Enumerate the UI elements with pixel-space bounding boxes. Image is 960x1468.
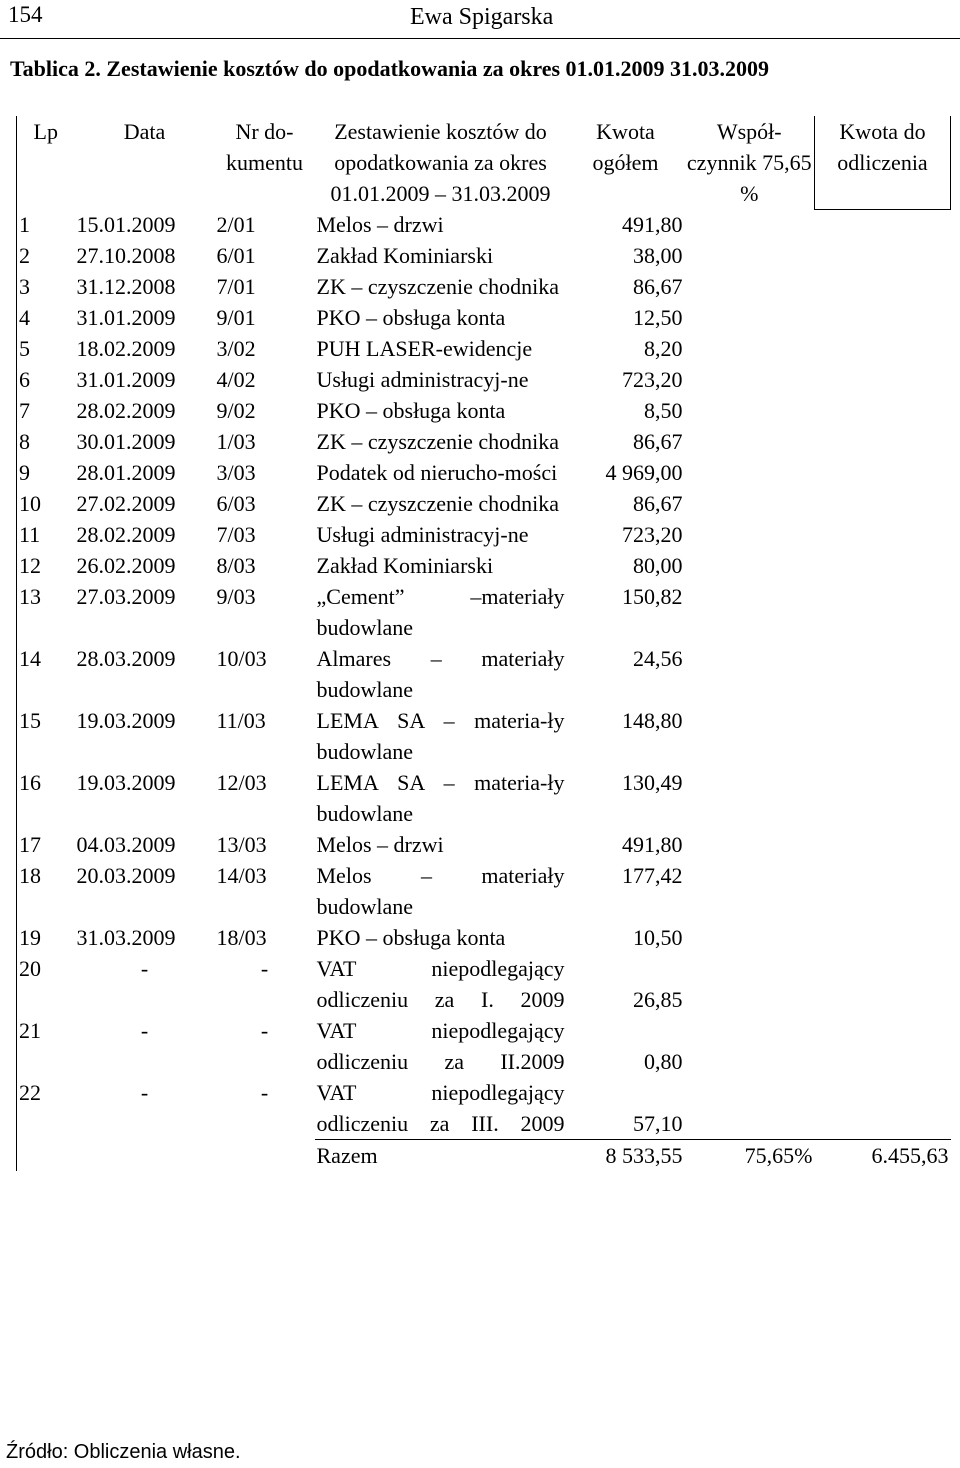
cell-deductible-empty [815,395,951,426]
cell-date: - [140,1080,149,1105]
col-header-doc-no: Nr do-kumentu [226,119,303,175]
cell-date: 27.10.2008 [76,243,176,268]
cell-doc-no: 7/03 [216,522,256,547]
cell-doc-no: 11/03 [216,708,266,733]
cell-date: 27.03.2009 [76,584,176,609]
cell-coef-empty [685,209,815,240]
table-row [17,1077,951,1140]
table-row [17,1015,951,1077]
cell-lp: 4 [17,302,75,333]
cell-lp: 14 [17,643,75,705]
cell-lp: 11 [17,519,75,550]
cell-coef-empty [685,550,815,581]
cell-doc-no: 10/03 [216,646,267,671]
table-row [17,550,951,581]
cell-lp: 7 [17,395,75,426]
col-header-deductible: Kwota do odliczenia [815,116,951,209]
cell-amount: 10,50 [633,925,683,950]
table-row [17,395,951,426]
col-header-lp: Lp [17,116,75,209]
cell-coef-empty [685,1077,815,1140]
table-row [17,767,951,829]
cell-doc-no: 8/03 [216,553,256,578]
cell-date: - [140,956,149,981]
cell-lp: 12 [17,550,75,581]
cell-doc-no: - [260,1080,269,1105]
cell-description: ZK – czyszczenie chodnika [316,429,559,454]
table-row [17,829,951,860]
cell-amount: 80,00 [633,553,683,578]
source-note: Źródło: Obliczenia własne. [6,1441,241,1463]
cell-coef-empty [685,488,815,519]
cell-amount: 491,80 [622,212,683,237]
cell-amount: 148,80 [622,708,683,733]
cell-description: „Cement” –materiały budowlane [316,584,565,640]
cell-deductible-empty [815,1015,951,1077]
cell-deductible-empty [815,457,951,488]
cell-deductible-empty [815,922,951,953]
table-row [17,333,951,364]
cell-lp: 15 [17,705,75,767]
cell-amount: 150,82 [622,584,683,609]
cell-deductible-empty [815,302,951,333]
cell-amount: 130,49 [622,770,683,795]
cell-deductible-empty [815,550,951,581]
cell-doc-no: 6/03 [216,491,256,516]
cell-lp: 19 [17,922,75,953]
cell-doc-no: 13/03 [216,832,267,857]
cell-description: PKO – obsługa konta [316,305,506,330]
table-row [17,364,951,395]
cell-lp: 5 [17,333,75,364]
cell-description: Melos – drzwi [316,832,444,857]
cell-lp: 18 [17,860,75,922]
cell-amount: 723,20 [622,522,683,547]
cell-deductible-empty [815,705,951,767]
cell-coef-empty [685,922,815,953]
cell-description: Melos – drzwi [316,212,444,237]
cell-doc-no: 9/01 [216,305,256,330]
cell-description: VAT niepodlegający odliczeniu za III. 2009 [316,1080,565,1136]
cell-description: PKO – obsługa konta [316,925,506,950]
cell-amount: 8,20 [644,336,683,361]
total-coefficient: 75,65% [685,1140,815,1172]
cell-date: 28.02.2009 [76,398,176,423]
cell-amount: 24,56 [633,646,683,671]
cell-date: 20.03.2009 [76,863,176,888]
cell-deductible-empty [815,1077,951,1140]
cell-description: VAT niepodlegający odliczeniu za I. 2009 [316,956,565,1012]
cell-description: LEMA SA – materia-ły budowlane [316,708,565,764]
col-header-amount: Kwota ogółem [592,119,659,175]
cell-doc-no: 12/03 [216,770,267,795]
cell-date: 28.03.2009 [76,646,176,671]
cell-description: Almares – materiały budowlane [316,646,565,702]
cell-coef-empty [685,302,815,333]
cell-deductible-empty [815,829,951,860]
cell-deductible-empty [815,488,951,519]
cell-coef-empty [685,426,815,457]
cell-lp: 2 [17,240,75,271]
cell-date: 31.12.2008 [76,274,176,299]
cell-doc-no: - [260,956,269,981]
cell-date: 30.01.2009 [76,429,176,454]
cell-deductible-empty [815,767,951,829]
cell-coef-empty [685,519,815,550]
cell-description: Melos – materiały budowlane [316,863,565,919]
cell-doc-no: 9/03 [216,584,256,609]
cell-coef-empty [685,581,815,643]
cell-description: Zakład Kominiarski [316,553,494,578]
cell-deductible-empty [815,240,951,271]
cell-deductible-empty [815,426,951,457]
cell-lp: 22 [17,1077,75,1140]
cell-amount: 4 969,00 [605,460,683,485]
cell-coef-empty [685,1015,815,1077]
cell-description: Zakład Kominiarski [316,243,494,268]
cell-lp: 13 [17,581,75,643]
cell-doc-no: 9/02 [216,398,256,423]
table-caption: Tablica 2. Zestawienie kosztów do opodatkowania za okres 01.01.2009 31.03.2009 [10,56,770,81]
cell-amount: 86,67 [633,491,683,516]
cell-doc-no: 6/01 [216,243,256,268]
table-row [17,953,951,1015]
cell-doc-no: 3/02 [216,336,256,361]
cell-lp: 9 [17,457,75,488]
cell-date: 27.02.2009 [76,491,176,516]
cell-doc-no: 1/03 [216,429,256,454]
cell-deductible-empty [815,643,951,705]
cell-amount: 491,80 [622,832,683,857]
total-row [17,1140,951,1172]
cell-date: - [140,1018,149,1043]
cell-doc-no: - [260,1018,269,1043]
cell-coef-empty [685,395,815,426]
table-row [17,581,951,643]
cell-amount: 177,42 [622,863,683,888]
cell-amount: 8,50 [644,398,683,423]
cell-coef-empty [685,643,815,705]
cell-deductible-empty [815,519,951,550]
costs-table [16,116,951,1171]
table-row [17,488,951,519]
cell-amount: 26,85 [633,987,683,1012]
table-row [17,457,951,488]
header-rule [0,38,960,39]
cell-coef-empty [685,333,815,364]
cell-coef-empty [685,953,815,1015]
cell-date: 31.01.2009 [76,305,176,330]
cell-date: 28.01.2009 [76,460,176,485]
cell-lp: 10 [17,488,75,519]
cell-doc-no: 18/03 [216,925,267,950]
cell-doc-no: 3/03 [216,460,256,485]
total-deductible: 6.455,63 [815,1140,951,1172]
table-row [17,426,951,457]
cell-deductible-empty [815,860,951,922]
cell-description: LEMA SA – materia-ły budowlane [316,770,565,826]
table-header-row [17,116,951,209]
table-row [17,643,951,705]
cell-date: 31.03.2009 [76,925,176,950]
cell-description: PKO – obsługa konta [316,398,506,423]
cell-deductible-empty [815,271,951,302]
page-number: 154 [8,2,43,27]
cell-amount: 86,67 [633,429,683,454]
col-header-date: Data [123,119,166,144]
cell-lp: 1 [17,209,75,240]
cell-description: Podatek od nierucho-mości [316,460,558,485]
cell-date: 18.02.2009 [76,336,176,361]
table-row [17,209,951,240]
cell-doc-no: 4/02 [216,367,256,392]
cell-lp: 20 [17,953,75,1015]
cell-date: 28.02.2009 [76,522,176,547]
cell-lp: 21 [17,1015,75,1077]
cell-date: 04.03.2009 [76,832,176,857]
running-head-author: Ewa Spigarska [410,4,554,30]
table-row [17,271,951,302]
cell-deductible-empty [815,209,951,240]
cell-description: PUH LASER-ewidencje [316,336,533,361]
cell-lp: 16 [17,767,75,829]
cell-lp: 17 [17,829,75,860]
cell-coef-empty [685,767,815,829]
cell-description: VAT niepodlegający odliczeniu za II.2009 [316,1018,565,1074]
table-row [17,302,951,333]
cell-date: 15.01.2009 [76,212,176,237]
cell-amount: 0,80 [644,1049,683,1074]
cell-doc-no: 7/01 [216,274,256,299]
col-header-description: Zestawienie kosztów do opodatkowania za okres 01.01.2009 – 31.03.2009 [330,119,551,206]
cell-deductible-empty [815,581,951,643]
table-row [17,860,951,922]
cell-amount: 57,10 [633,1111,683,1136]
table-row [17,705,951,767]
cell-coef-empty [685,860,815,922]
table-row [17,519,951,550]
total-amount: 8 533,55 [567,1140,685,1172]
cell-amount: 12,50 [633,305,683,330]
cell-deductible-empty [815,364,951,395]
cell-description: Usługi administracyj-ne [316,367,529,392]
cell-deductible-empty [815,953,951,1015]
cell-date: 19.03.2009 [76,770,176,795]
col-header-coefficient: Współ-czynnik 75,65 % [686,119,812,206]
total-label: Razem [315,1140,567,1172]
cell-coef-empty [685,457,815,488]
cell-date: 26.02.2009 [76,553,176,578]
cell-description: Usługi administracyj-ne [316,522,529,547]
cell-amount: 38,00 [633,243,683,268]
cell-description: ZK – czyszczenie chodnika [316,491,559,516]
cell-coef-empty [685,705,815,767]
cell-description: ZK – czyszczenie chodnika [316,274,559,299]
cell-date: 19.03.2009 [76,708,176,733]
cell-amount: 86,67 [633,274,683,299]
cell-coef-empty [685,271,815,302]
cell-date: 31.01.2009 [76,367,176,392]
table-row [17,922,951,953]
table-row [17,240,951,271]
cell-coef-empty [685,829,815,860]
cell-doc-no: 2/01 [216,212,256,237]
cell-deductible-empty [815,333,951,364]
cell-lp: 6 [17,364,75,395]
cell-lp: 3 [17,271,75,302]
cell-coef-empty [685,240,815,271]
cell-lp: 8 [17,426,75,457]
cell-doc-no: 14/03 [216,863,267,888]
cell-coef-empty [685,364,815,395]
cell-amount: 723,20 [622,367,683,392]
